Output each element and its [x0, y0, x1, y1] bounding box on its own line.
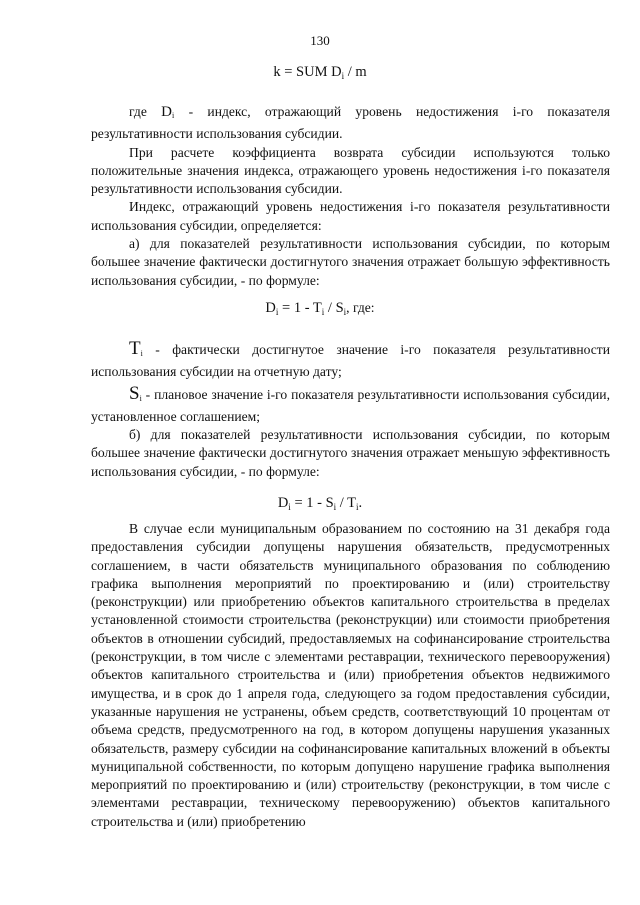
definition-s-text: - плановое значение i-го показателя результативности использования субсидии, установленное соглашением;: [91, 386, 610, 424]
paragraph-index-definition: Индекс, отражающий уровень недостижения i-го показателя результативности использования субсидии, определяется:: [91, 199, 610, 233]
formula-k: [0, 64, 640, 81]
s-symbol: S: [129, 382, 140, 404]
definition-t-text: - фактически достигнутое значение i-го показателя результативности использования субсидии на отчетную дату;: [91, 342, 610, 380]
formula-b-mid: = 1 - S: [290, 495, 334, 511]
d-symbol: D: [161, 104, 173, 120]
paragraph-positive-values: При расчете коэффициента возврата субсидии используются только положительные значения индекса, отражающего уровень недостижения i-го показателя результативности использования субсидии.: [91, 144, 610, 197]
formula-a-t-sub: i: [321, 307, 325, 317]
formula-b-slash: / T: [336, 495, 357, 511]
text-block-bottom: [91, 520, 610, 831]
formula-k-main: k = SUM D: [273, 64, 342, 80]
paragraph-violation-case: В случае если муниципальным образованием по состоянию на 31 декабря года предоставления субсидии допущены нарушения обязательств, предусмотренных соглашением, в части обязательств муниципального образования по соблюдению графика выполнения мероприятий по проектированию и (или) строительству (реконструкции) или приобретению объектов капитального строительства в пределах установленной стоимости строительства (реконструкции) или стоимости приобретения объектов в отношении субсидий, предоставляемых на софинансирование строительства (реконструкции, в том числе с элементами реставрации, технического перевооружения) объектов капитального строительства и (или) приобретения объектов недвижимого имущества, и в срок до 1 апреля года, следующего за годом предоставления субсидии, указанные нарушения не устранены, объем средств, соответствующий 10 процентам от объема средств, предусмотренного на год, в котором допущены нарушения указанных обязательств, размеру субсидии на софинансирование капитальных вложений в объекты муниципальной собственности, по которым допущено нарушение графика выполнения мероприятий по проектированию и (или) строительству (реконструкции, в том числе с элементами реставрации, техническому перевооружению) объектов капитального строительства и (или) приобретению: [91, 521, 610, 829]
definition-t-symbol: [129, 338, 143, 359]
formula-b-d: D: [277, 495, 289, 511]
formula-b-t-sub: i: [356, 502, 359, 512]
formula-b-s-sub: i: [333, 502, 337, 512]
formula-b-d-sub: i: [288, 502, 291, 512]
s-symbol-sub: i: [139, 393, 142, 403]
formula-a-d: D: [265, 300, 276, 316]
formula-a-slash: / S: [324, 300, 344, 316]
definition-d-text: - индекс, отражающий уровень недостижения i-го показателя результативности использования субсидии.: [91, 104, 610, 142]
item-b: б) для показателей результативности использования субсидии, по которым большее значение фактически достигнутого значения отражает меньшую эффективность использования субсидии, - по формуле:: [91, 427, 610, 479]
definition-s-symbol: [129, 383, 142, 404]
text-block-top: [91, 103, 610, 290]
formula-a-tail: , где:: [346, 300, 375, 315]
formula-a-s-sub: i: [343, 307, 347, 317]
definition-d-lead: где: [129, 104, 162, 119]
formula-b: [0, 495, 640, 512]
definition-s: [91, 382, 610, 427]
t-symbol: T: [129, 338, 141, 359]
d-symbol-sub: i: [172, 111, 175, 120]
definition-t: [91, 340, 610, 382]
formula-a-mid: = 1 - T: [278, 300, 322, 316]
formula-a-d-sub: i: [275, 307, 279, 317]
definition-d: [91, 103, 610, 144]
formula-a: [0, 300, 640, 317]
formula-k-sub: i: [341, 71, 345, 81]
formula-b-tail: .: [358, 495, 363, 511]
item-a: а) для показателей результативности использования субсидии, по которым большее значение фактически достигнутого значения отражает большую эффективность использования субсидии, - по формуле:: [91, 236, 610, 288]
t-symbol-sub: i: [140, 349, 143, 358]
page-number: 130: [310, 33, 330, 48]
text-block-definitions: [91, 340, 610, 481]
definition-d-symbol: [161, 104, 174, 120]
formula-k-tail: / m: [344, 64, 367, 80]
